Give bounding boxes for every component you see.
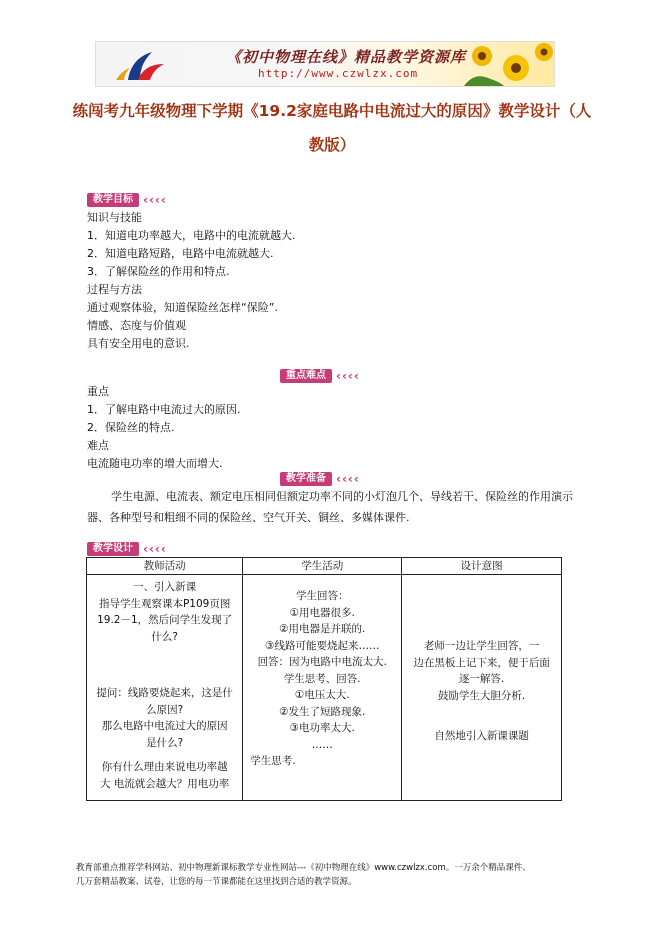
banner-title: 《初中物理在线》精品教学资源库 bbox=[226, 48, 467, 66]
key-point-line: 1．了解电路中电流过大的原因. bbox=[87, 403, 241, 416]
banner-url[interactable]: http://www.czwlzx.com bbox=[258, 67, 419, 80]
key-point-line: 电流随电功率的增大而增大. bbox=[87, 457, 223, 470]
design-table bbox=[86, 557, 562, 801]
objective-line: 具有安全用电的意识. bbox=[87, 337, 190, 350]
chevrons-left-icon: ‹‹‹‹ bbox=[336, 472, 360, 486]
teacher-line: 么原因? bbox=[146, 703, 184, 716]
student-line: 学生思考、回答. bbox=[283, 672, 361, 685]
header-banner bbox=[95, 41, 555, 87]
title-line-1: 练闯考九年级物理下学期《19.2家庭电路中电流过大的原因》教学设计（人 bbox=[72, 102, 592, 120]
table-header-row bbox=[87, 558, 562, 575]
chevrons-left-icon: ‹‹‹‹ bbox=[143, 193, 167, 207]
tag-label: 重点难点 bbox=[280, 369, 332, 383]
intent-line: 边在黑板上记下来，便于后面 bbox=[413, 656, 550, 669]
student-line: ①用电器很多. bbox=[289, 606, 355, 619]
student-line: 回答：因为电路中电流太大. bbox=[257, 656, 387, 668]
intent-line: 老师一边让学生回答，一 bbox=[423, 640, 540, 652]
teacher-line: 大 电流就会越大？用电功率 bbox=[99, 777, 230, 790]
footer-line-2: 几万套精品教案、试卷，让您的每一节课都能在这里找到合适的教学资源。 bbox=[76, 877, 357, 887]
student-line: ②发生了短路现象. bbox=[279, 705, 366, 718]
chevrons-left-icon: ‹‹‹‹ bbox=[336, 369, 360, 383]
key-point-line: 难点 bbox=[87, 439, 109, 452]
title-line-2: 教版） bbox=[308, 136, 356, 154]
objective-line: 2．知道电路短路，电路中电流就越大. bbox=[87, 247, 274, 260]
key-point-line: 2．保险丝的特点. bbox=[87, 421, 175, 434]
student-line: ③线路可能要烧起来…… bbox=[265, 639, 380, 652]
preparation-text: 学生电源、电流表、额定电压相同但额定功率不同的小灯泡几个、导线若干、保险丝的作用演示器、各种型号和粗细不同的保险丝、空气开关、铜丝、多媒体课件. bbox=[87, 490, 573, 524]
tag-label: 教学设计 bbox=[87, 542, 139, 556]
site-logo-icon bbox=[108, 48, 168, 82]
sunflower-image bbox=[444, 42, 554, 86]
objective-line: 3．了解保险丝的作用和特点. bbox=[87, 265, 230, 278]
section-tag-preparation bbox=[280, 472, 360, 486]
tag-label: 教学准备 bbox=[280, 472, 332, 486]
column-header-student: 学生活动 bbox=[243, 558, 402, 575]
page-footer bbox=[76, 861, 596, 889]
table-row bbox=[87, 575, 562, 801]
objective-line: 通过观察体验，知道保险丝怎样“保险”. bbox=[87, 301, 278, 314]
page-title bbox=[58, 94, 606, 162]
teacher-line: 指导学生观察课本P109页图 bbox=[98, 597, 231, 610]
student-activity-cell bbox=[243, 575, 402, 801]
student-line: ③电功率太大. bbox=[289, 722, 355, 734]
key-point-line: 重点 bbox=[87, 385, 109, 398]
column-header-teacher: 教师活动 bbox=[87, 558, 243, 575]
intent-line: 鼓励学生大胆分析. bbox=[437, 689, 526, 702]
student-line: ②用电器是并联的. bbox=[279, 623, 366, 635]
teacher-line: 那么电路中电流过大的原因 bbox=[101, 720, 228, 732]
teacher-line: 19.2－1，然后问学生发现了 bbox=[97, 614, 233, 626]
teacher-line: 你有什么理由来说电功率越 bbox=[101, 761, 228, 773]
footer-line-1: 教育部重点推荐学科网站、初中物理新课标教学专业性网站---《初中物理在线》www.czwlzx.com。一万余个精品课件、 bbox=[76, 863, 531, 873]
objective-line: 情感、态度与价值观 bbox=[87, 319, 186, 332]
student-line: ①电压太大. bbox=[294, 689, 350, 701]
section-tag-design bbox=[87, 542, 167, 556]
chevrons-left-icon: ‹‹‹‹ bbox=[143, 542, 167, 556]
student-line: …… bbox=[311, 738, 333, 751]
teacher-line: 提问：线路要烧起来，这是什 bbox=[96, 687, 233, 699]
section-tag-key-points bbox=[280, 369, 360, 383]
intent-line: 逐一解答. bbox=[458, 673, 505, 685]
design-intent-cell bbox=[402, 575, 562, 801]
student-line: 学生回答： bbox=[295, 590, 349, 602]
teacher-line: 什么? bbox=[151, 630, 178, 643]
objective-line: 过程与方法 bbox=[87, 283, 142, 296]
student-line: 学生思考. bbox=[250, 755, 296, 767]
teacher-activity-cell bbox=[87, 575, 243, 801]
section-tag-objectives bbox=[87, 193, 167, 207]
column-header-intent: 设计意图 bbox=[402, 558, 562, 575]
tag-label: 教学目标 bbox=[87, 193, 139, 207]
objective-line: 知识与技能 bbox=[87, 211, 142, 224]
objective-line: 1．知道电功率越大，电路中的电流就越大. bbox=[87, 229, 296, 242]
teacher-line: 一、引入新课 bbox=[133, 581, 197, 593]
teacher-line: 是什么? bbox=[146, 736, 184, 749]
intent-line: 自然地引入新课课题 bbox=[434, 730, 529, 742]
